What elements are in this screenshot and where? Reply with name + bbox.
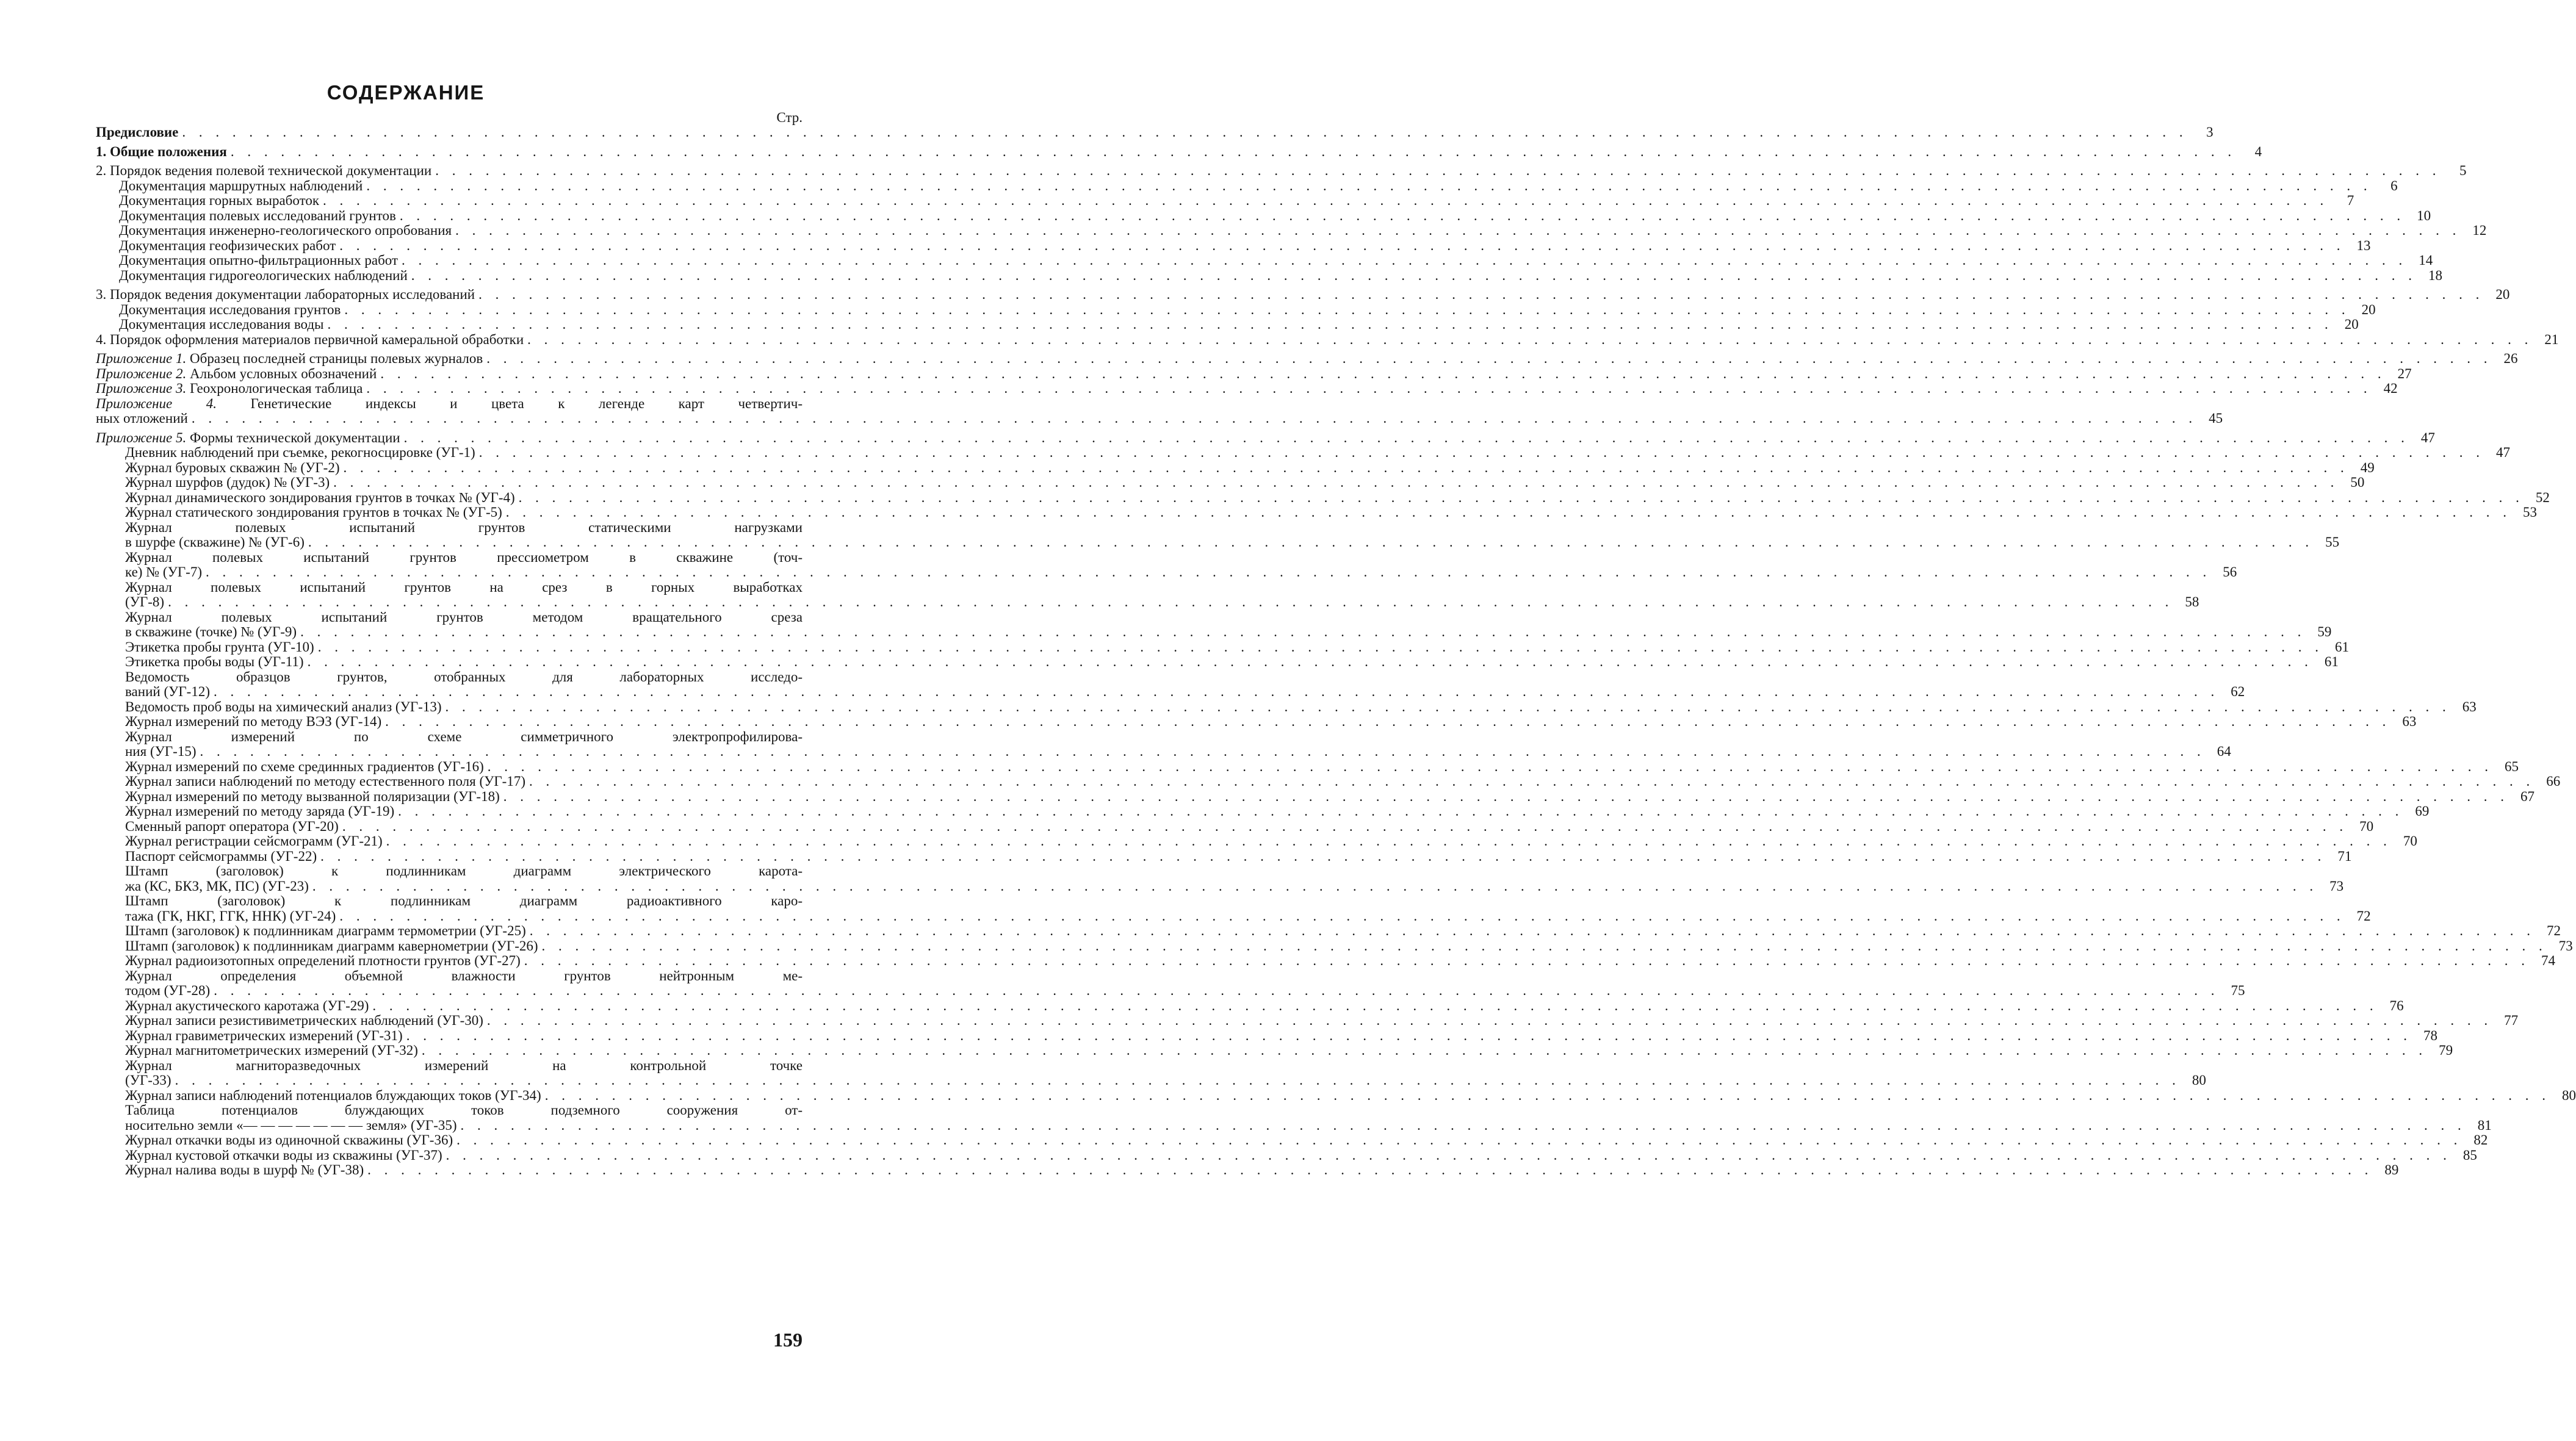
toc-entry-text: Журнал магнитометрических измерений (УГ-32) (125, 1043, 418, 1058)
toc-entry-text: Таблица потенциалов блуждающих токов подземного сооружения от- (125, 1102, 803, 1118)
dot-leader: . . . . . . . . . . . . . . . . . . . . . . . . . . . . . . . . . . . . . . . . . . . . . . . . . . . . . . . . . . . . . . . . . . . . . . . . . . . . . . . . . . . . . . . . . . . . . . . . . . . . . . . . . . . . . . . . . . . . . . . . (372, 997, 2378, 1013)
toc-page-number: 73 (2329, 878, 2344, 894)
toc-entry-text: Журнал магниторазведочных измерений на контрольной точке (125, 1057, 803, 1073)
toc-entry-continuation (96, 534, 2340, 550)
toc-entry (96, 1087, 2576, 1104)
dot-leader: . . . . . . . . . . . . . . . . . . . . . . . . . . . . . . . . . . . . . . . . . . . . . . . . . . . . . . . . . . . . . . . . . . . . . . . . . . . . . . . . . . . . . . . . . . . . . . . . . . . . . . . . . . . . . . . . . . . . . . . . (486, 1013, 2493, 1028)
toc-entry (96, 833, 2417, 849)
toc-entry (96, 505, 2538, 520)
toc-entry-text: Документация исследования воды (119, 317, 324, 332)
page-column-label: Стр. (776, 110, 803, 125)
toc-page-number: 6 (2390, 178, 2398, 193)
toc-page-number: 4 (2254, 143, 2262, 159)
toc-entry (96, 894, 803, 909)
toc-entry (96, 267, 2443, 284)
toc-entry-continuation (96, 878, 2344, 894)
toc-entry-text: Ведомость проб воды на химический анализ (УГ-13) (125, 699, 442, 714)
toc-entry-text: Формы технической документации (190, 429, 400, 445)
dot-leader: . . . . . . . . . . . . . . . . . . . . . . . . . . . . . . . . . . . . . . . . . . . . . . . . . . . . . . . . . . . . . . . . . . . . . . . . . . . . . . . . . . . . . . . . . . . . . . . . . . . . . . . . . . . . . . . . . . . . . . . . (175, 1073, 2181, 1088)
dot-leader: . . . . . . . . . . . . . . . . . . . . . . . . . . . . . . . . . . . . . . . . . . . . . . . . . . . . . . . . . . . . . . . . . . . . . . . . . . . . . . . . . . . . . . . . . . . . . . . . . . . . . . . . . . . . . . . . . . . . . . . . (460, 1117, 2466, 1133)
dot-leader: . . . . . . . . . . . . . . . . . . . . . . . . . . . . . . . . . . . . . . . . . . . . . . . . . . . . . . . . . . . . . . . . . . . . . . . . . . . . . . . . . . . . . . . . . . . . . . . . . . . . . . . . . . . . . . . . . . . . . . . . (366, 381, 2372, 396)
toc-page-number: 47 (2495, 445, 2510, 460)
dot-leader: . . . . . . . . . . . . . . . . . . . . . . . . . . . . . . . . . . . . . . . . . . . . . . . . . . . . . . . . . . . . . . . . . . . . . . . . . . . . . . . . . . . . . . . . . . . . . . . . . . . . . . . . . . . . . . . . . . . . . . . . (339, 908, 2345, 924)
toc-entry (96, 714, 2417, 730)
appendix-label: Приложение 2. (96, 365, 187, 381)
toc-entry-text: 4. Порядок оформления материалов первичной камеральной обработки (96, 331, 524, 347)
dot-leader: . . . . . . . . . . . . . . . . . . . . . . . . . . . . . . . . . . . . . . . . . . . . . . . . . . . . . . . . . . . . . . . . . . . . . . . . . . . . . . . . . . . . . . . . . . . . . . . . . . . . . . . . . . . . . . . . . . . . . . . . (503, 788, 2509, 804)
toc-entry-text: Журнал определения объемной влажности грунтов нейтронным ме- (125, 968, 803, 983)
dot-leader: . . . . . . . . . . . . . . . . . . . . . . . . . . . . . . . . . . . . . . . . . . . . . . . . . . . . . . . . . . . . . . . . . . . . . . . . . . . . . . . . . . . . . . . . . . . . . . . . . . . . . . . . . . . . . . . . . . . . . . . . (446, 1147, 2452, 1163)
dot-leader: . . . . . . . . . . . . . . . . . . . . . . . . . . . . . . . . . . . . . . . . . . . . . . . . . . . . . . . . . . . . . . . . . . . . . . . . . . . . . . . . . . . . . . . . . . . . . . . . . . . . . . . . . . . . . . . . . . . . . . . . (398, 803, 2404, 819)
toc-entry (96, 730, 803, 745)
dot-leader: . . . . . . . . . . . . . . . . . . . . . . . . . . . . . . . . . . . . . . . . . . . . . . . . . . . . . . . . . . . . . . . . . . . . . . . . . . . . . . . . . . . . . . . . . . . . . . . . . . . . . . . . . . . . . . . . . . . . . . . . (529, 774, 2535, 789)
dot-leader: . . . . . . . . . . . . . . . . . . . . . . . . . . . . . . . . . . . . . . . . . . . . . . . . . . . . . . . . . . . . . . . . . . . . . . . . . . . . . . . . . . . . . . . . . . . . . . . . . . . . . . . . . . . . . . . . . . . . . . . . (308, 534, 2314, 550)
dot-leader: . . . . . . . . . . . . . . . . . . . . . . . . . . . . . . . . . . . . . . . . . . . . . . . . . . . . . . . . . . . . . . . . . . . . . . . . . . . . . . . . . . . . . . . . . . . . . . . . . . . . . . . . . . . . . . . . . . . . . . . . (339, 237, 2345, 253)
toc-page-number: 64 (2217, 744, 2231, 759)
toc-page-number: 26 (2503, 351, 2518, 366)
toc-page-number: 82 (2473, 1132, 2488, 1148)
toc-entry-continuation (96, 564, 2237, 580)
dot-leader: . . . . . . . . . . . . . . . . . . . . . . . . . . . . . . . . . . . . . . . . . . . . . . . . . . . . . . . . . . . . . . . . . . . . . . . . . . . . . . . . . . . . . . . . . . . . . . . . . . . . . . . . . . . . . . . . . . . . . . . . (214, 983, 2220, 998)
toc-entry-text: Штамп (заголовок) к подлинникам диаграмм кавернометрии (УГ-26) (125, 938, 538, 954)
dot-leader: . . . . . . . . . . . . . . . . . . . . . . . . . . . . . . . . . . . . . . . . . . . . . . . . . . . . . . . . . . . . . . . . . . . . . . . . . . . . . . . . . . . . . . . . . . . . . . . . . . . . . . . . . . . . . . . . . . . . . . . . (380, 365, 2386, 381)
toc-entry (96, 788, 2535, 805)
toc-entry (96, 253, 2433, 268)
toc-entry-text: Журнал динамического зондирования грунтов в точках № (УГ-4) (125, 489, 515, 505)
toc-entry-text: Документация гидрогеологических наблюдений (119, 267, 408, 283)
toc-entry-text: Документация инженерно-геологического опробования (119, 223, 452, 238)
toc-page-number: 74 (2541, 953, 2556, 968)
toc-entry (96, 580, 803, 595)
toc-page-number: 73 (2558, 938, 2573, 954)
toc-entry-text: ных отложений (96, 411, 188, 426)
dot-leader: . . . . . . . . . . . . . . . . . . . . . . . . . . . . . . . . . . . . . . . . . . . . . . . . . . . . . . . . . . . . . . . . . . . . . . . . . . . . . . . . . . . . . . . . . . . . . . . . . . . . . . . . . . . . . . . . . . . . . . . . (435, 163, 2441, 178)
toc-entry (96, 143, 2262, 160)
toc-page-number: 58 (2185, 594, 2199, 609)
toc-page-number: 10 (2417, 207, 2431, 223)
toc-entry-text: Журнал радиоизотопных определений плотности грунтов (УГ-27) (125, 953, 521, 968)
toc-entry (96, 317, 2359, 332)
toc-entry (96, 818, 2374, 835)
toc-entry-continuation (96, 624, 2332, 640)
toc-entry (96, 381, 2398, 397)
toc-entry-text: Геохронологическая таблица (190, 381, 363, 396)
toc-entry (96, 699, 2477, 715)
dot-leader: . . . . . . . . . . . . . . . . . . . . . . . . . . . . . . . . . . . . . . . . . . . . . . . . . . . . . . . . . . . . . . . . . . . . . . . . . . . . . . . . . . . . . . . . . . . . . . . . . . . . . . . . . . . . . . . . . . . . . . . . (182, 124, 2188, 140)
toc-page-number: 80 (2192, 1073, 2206, 1088)
toc-entry (96, 1058, 803, 1074)
dot-leader: . . . . . . . . . . . . . . . . . . . . . . . . . . . . . . . . . . . . . . . . . . . . . . . . . . . . . . . . . . . . . . . . . . . . . . . . . . . . . . . . . . . . . . . . . . . . . . . . . . . . . . . . . . . . . . . . . . . . . . . . (312, 878, 2318, 894)
toc-entry-text: Журнал акустического каротажа (УГ-29) (125, 997, 369, 1013)
toc-entry (96, 1027, 2437, 1044)
toc-entry (96, 639, 2349, 655)
toc-entry-text: Журнал измерений по схеме симметричного электропрофилирова- (125, 728, 803, 744)
toc-entry-text: тодом (УГ-28) (125, 983, 211, 998)
toc-entry-text: Документация исследования грунтов (119, 301, 341, 317)
dot-leader: . . . . . . . . . . . . . . . . . . . . . . . . . . . . . . . . . . . . . . . . . . . . . . . . . . . . . . . . . . . . . . . . . . . . . . . . . . . . . . . . . . . . . . . . . . . . . . . . . . . . . . . . . . . . . . . . . . . . . . . . (529, 923, 2535, 938)
toc-entry (96, 489, 2550, 506)
toc-entry-text: Журнал измерений по методу заряда (УГ-19) (125, 803, 395, 819)
toc-entry-text: Штамп (заголовок) к подлинникам диаграмм электрического карота- (125, 863, 803, 879)
toc-entry (96, 848, 2352, 864)
toc-entry (96, 351, 2518, 367)
toc-page-number: 85 (2462, 1147, 2477, 1163)
dot-leader: . . . . . . . . . . . . . . . . . . . . . . . . . . . . . . . . . . . . . . . . . . . . . . . . . . . . . . . . . . . . . . . . . . . . . . . . . . . . . . . . . . . . . . . . . . . . . . . . . . . . . . . . . . . . . . . . . . . . . . . . (411, 267, 2417, 283)
toc-page-number: 20 (2361, 301, 2376, 317)
toc-entry (96, 365, 2412, 382)
toc-entry (96, 223, 2487, 239)
toc-entry-text: (УГ-8) (125, 594, 165, 609)
toc-entry-continuation (96, 908, 2371, 924)
toc-entry (96, 1043, 2453, 1058)
toc-entry-text: Альбом условных обозначений (190, 365, 377, 381)
toc-page-number: 56 (2223, 564, 2237, 580)
toc-entry-text: Штамп (заголовок) к подлинникам диаграмм термометрии (УГ-25) (125, 923, 526, 938)
toc-entry-text: Ведомость образцов грунтов, отобранных для лабораторных исследо- (125, 669, 803, 685)
toc-entry-text: 2. Порядок ведения полевой технической документации (96, 163, 432, 178)
toc-page-number: 78 (2423, 1027, 2437, 1043)
dot-leader: . . . . . . . . . . . . . . . . . . . . . . . . . . . . . . . . . . . . . . . . . . . . . . . . . . . . . . . . . . . . . . . . . . . . . . . . . . . . . . . . . . . . . . . . . . . . . . . . . . . . . . . . . . . . . . . . . . . . . . . . (307, 654, 2313, 669)
toc-page-number: 77 (2504, 1013, 2519, 1028)
dot-leader: . . . . . . . . . . . . . . . . . . . . . . . . . . . . . . . . . . . . . . . . . . . . . . . . . . . . . . . . . . . . . . . . . . . . . . . . . . . . . . . . . . . . . . . . . . . . . . . . . . . . . . . . . . . . . . . . . . . . . . . . (527, 331, 2533, 347)
toc-entry-continuation (96, 684, 2245, 700)
toc-entry (96, 938, 2573, 954)
toc-entry-text: Документация геофизических работ (119, 237, 336, 253)
dot-leader: . . . . . . . . . . . . . . . . . . . . . . . . . . . . . . . . . . . . . . . . . . . . . . . . . . . . . . . . . . . . . . . . . . . . . . . . . . . . . . . . . . . . . . . . . . . . . . . . . . . . . . . . . . . . . . . . . . . . . . . . (455, 223, 2461, 238)
dot-leader: . . . . . . . . . . . . . . . . . . . . . . . . . . . . . . . . . . . . . . . . . . . . . . . . . . . . . . . . . . . . . . . . . . . . . . . . . . . . . . . . . . . . . . . . . . . . . . . . . . . . . . . . . . . . . . . . . . . . . . . . (366, 178, 2372, 193)
toc-entry (96, 803, 2430, 819)
toc-entry-text: Журнал записи наблюдений по методу естественного поля (УГ-17) (125, 774, 526, 789)
dot-leader: . . . . . . . . . . . . . . . . . . . . . . . . . . . . . . . . . . . . . . . . . . . . . . . . . . . . . . . . . . . . . . . . . . . . . . . . . . . . . . . . . . . . . . . . . . . . . . . . . . . . . . . . . . . . . . . . . . . . . . . . (478, 287, 2484, 302)
toc-page-number: 89 (2384, 1162, 2399, 1177)
toc-entry (96, 1147, 2477, 1163)
dot-leader: . . . . . . . . . . . . . . . . . . . . . . . . . . . . . . . . . . . . . . . . . . . . . . . . . . . . . . . . . . . . . . . . . . . . . . . . . . . . . . . . . . . . . . . . . . . . . . . . . . . . . . . . . . . . . . . . . . . . . . . . (478, 445, 2484, 460)
toc-entry (96, 1103, 803, 1118)
toc-page-number: 75 (2231, 983, 2245, 998)
toc-page-number: 70 (2359, 818, 2374, 834)
dot-leader: . . . . . . . . . . . . . . . . . . . . . . . . . . . . . . . . . . . . . . . . . . . . . . . . . . . . . . . . . . . . . . . . . . . . . . . . . . . . . . . . . . . . . . . . . . . . . . . . . . . . . . . . . . . . . . . . . . . . . . . . (541, 938, 2547, 954)
toc-entry-continuation (96, 1073, 2206, 1088)
toc-entry-text: Предисловие (96, 124, 179, 140)
dot-leader: . . . . . . . . . . . . . . . . . . . . . . . . . . . . . . . . . . . . . . . . . . . . . . . . . . . . . . . . . . . . . . . . . . . . . . . . . . . . . . . . . . . . . . . . . . . . . . . . . . . . . . . . . . . . . . . . . . . . . . . . (327, 317, 2333, 332)
dot-leader: . . . . . . . . . . . . . . . . . . . . . . . . . . . . . . . . . . . . . . . . . . . . . . . . . . . . . . . . . . . . . . . . . . . . . . . . . . . . . . . . . . . . . . . . . . . . . . . . . . . . . . . . . . . . . . . . . . . . . . . . (230, 143, 2237, 159)
toc-entry-text: Паспорт сейсмограммы (УГ-22) (125, 848, 317, 864)
toc-entry (96, 429, 2435, 446)
page-title: СОДЕРЖАНИЕ (327, 81, 485, 104)
toc-entry (96, 923, 2561, 939)
toc-entry-text: Журнал записи наблюдений потенциалов блуждающих токов (УГ-34) (125, 1087, 541, 1103)
toc-page-number: 72 (2546, 923, 2561, 938)
toc-entry-text: ния (УГ-15) (125, 744, 197, 759)
toc-entry-text: Журнал регистрации сейсмограмм (УГ-21) (125, 833, 383, 849)
dot-leader: . . . . . . . . . . . . . . . . . . . . . . . . . . . . . . . . . . . . . . . . . . . . . . . . . . . . . . . . . . . . . . . . . . . . . . . . . . . . . . . . . . . . . . . . . . . . . . . . . . . . . . . . . . . . . . . . . . . . . . . . (333, 475, 2339, 490)
toc-entry (96, 193, 2354, 209)
dot-leader: . . . . . . . . . . . . . . . . . . . . . . . . . . . . . . . . . . . . . . . . . . . . . . . . . . . . . . . . . . . . . . . . . . . . . . . . . . . . . . . . . . . . . . . . . . . . . . . . . . . . . . . . . . . . . . . . . . . . . . . . (342, 818, 2348, 834)
toc-entry-text: Этикетка пробы воды (УГ-11) (125, 654, 304, 669)
toc-entry (96, 953, 2556, 969)
toc-page-number: 62 (2231, 684, 2245, 699)
dot-leader: . . . . . . . . . . . . . . . . . . . . . . . . . . . . . . . . . . . . . . . . . . . . . . . . . . . . . . . . . . . . . . . . . . . . . . . . . . . . . . . . . . . . . . . . . . . . . . . . . . . . . . . . . . . . . . . . . . . . . . . . (505, 505, 2512, 520)
dot-leader: . . . . . . . . . . . . . . . . . . . . . . . . . . . . . . . . . . . . . . . . . . . . . . . . . . . . . . . . . . . . . . . . . . . . . . . . . . . . . . . . . . . . . . . . . . . . . . . . . . . . . . . . . . . . . . . . . . . . . . . . (214, 684, 2220, 699)
appendix-label: Приложение 4. (96, 395, 217, 411)
toc-page-number: 63 (2402, 714, 2417, 729)
toc-entry (96, 459, 2375, 476)
toc-page-number: 63 (2462, 699, 2477, 714)
toc-entry-text: ке) № (УГ-7) (125, 564, 202, 580)
toc-page-number: 27 (2397, 365, 2412, 381)
dot-leader: . . . . . . . . . . . . . . . . . . . . . . . . . . . . . . . . . . . . . . . . . . . . . . . . . . . . . . . . . . . . . . . . . . . . . . . . . . . . . . . . . . . . . . . . . . . . . . . . . . . . . . . . . . . . . . . . . . . . . . . . (205, 564, 2212, 580)
toc-entry-text: Журнал полевых испытаний грунтов статическими нагрузками (125, 519, 803, 535)
toc-entry-text: Документация опытно-фильтрационных работ (119, 253, 399, 268)
toc-entry (96, 301, 2376, 318)
toc-page-number: 76 (2389, 997, 2404, 1013)
toc-page-number: 7 (2347, 193, 2354, 208)
toc-page-number: 79 (2439, 1043, 2453, 1058)
dot-leader: . . . . . . . . . . . . . . . . . . . . . . . . . . . . . . . . . . . . . . . . . . . . . . . . . . . . . . . . . . . . . . . . . . . . . . . . . . . . . . . . . . . . . . . . . . . . . . . . . . . . . . . . . . . . . . . . . . . . . . . . (200, 744, 2206, 759)
toc-page-number: 47 (2420, 429, 2435, 445)
toc-entry-text: Журнал полевых испытаний грунтов методом вращательного среза (125, 609, 803, 625)
dot-leader: . . . . . . . . . . . . . . . . . . . . . . . . . . . . . . . . . . . . . . . . . . . . . . . . . . . . . . . . . . . . . . . . . . . . . . . . . . . . . . . . . . . . . . . . . . . . . . . . . . . . . . . . . . . . . . . . . . . . . . . . (320, 848, 2326, 864)
toc-entry (96, 774, 2561, 789)
dot-leader: . . . . . . . . . . . . . . . . . . . . . . . . . . . . . . . . . . . . . . . . . . . . . . . . . . . . . . . . . . . . . . . . . . . . . . . . . . . . . . . . . . . . . . . . . . . . . . . . . . . . . . . . . . . . . . . . . . . . . . . . (518, 489, 2524, 505)
toc-page-number: 80 (2561, 1087, 2576, 1103)
toc-page-number: 42 (2383, 381, 2398, 396)
toc-entry-continuation (96, 411, 2223, 426)
toc-page-number: 59 (2317, 624, 2332, 639)
dot-leader: . . . . . . . . . . . . . . . . . . . . . . . . . . . . . . . . . . . . . . . . . . . . . . . . . . . . . . . . . . . . . . . . . . . . . . . . . . . . . . . . . . . . . . . . . . . . . . . . . . . . . . . . . . . . . . . . . . . . . . . . (399, 207, 2406, 223)
table-of-contents (96, 124, 2576, 1178)
dot-leader: . . . . . . . . . . . . . . . . . . . . . . . . . . . . . . . . . . . . . . . . . . . . . . . . . . . . . . . . . . . . . . . . . . . . . . . . . . . . . . . . . . . . . . . . . . . . . . . . . . . . . . . . . . . . . . . . . . . . . . . . (386, 833, 2392, 849)
dot-leader: . . . . . . . . . . . . . . . . . . . . . . . . . . . . . . . . . . . . . . . . . . . . . . . . . . . . . . . . . . . . . . . . . . . . . . . . . . . . . . . . . . . . . . . . . . . . . . . . . . . . . . . . . . . . . . . . . . . . . . . . (486, 351, 2492, 366)
toc-entry-text: Журнал измерений по методу вызванной поляризации (УГ-18) (125, 788, 500, 804)
toc-entry (96, 1162, 2399, 1178)
toc-page-number: 55 (2325, 534, 2340, 550)
toc-entry (96, 520, 803, 536)
toc-entry (96, 758, 2519, 775)
toc-entry (96, 331, 2559, 348)
toc-entry (96, 445, 2510, 461)
toc-entry (96, 1132, 2488, 1148)
toc-entry-text: Генетические индексы и цвета к легенде карт четвертич- (250, 395, 803, 411)
toc-page-number: 20 (2495, 287, 2510, 302)
dot-leader: . . . . . . . . . . . . . . . . . . . . . . . . . . . . . . . . . . . . . . . . . . . . . . . . . . . . . . . . . . . . . . . . . . . . . . . . . . . . . . . . . . . . . . . . . . . . . . . . . . . . . . . . . . . . . . . . . . . . . . . . (317, 639, 2323, 655)
toc-entry (96, 997, 2404, 1014)
toc-page-number: 13 (2356, 237, 2371, 253)
toc-entry-text: Образец последней страницы полевых журналов (190, 351, 483, 366)
appendix-label: Приложение 1. (96, 351, 187, 366)
toc-entry (96, 237, 2371, 254)
toc-page-number: 14 (2419, 253, 2433, 268)
toc-page-number: 12 (2472, 223, 2487, 238)
toc-entry-text: Журнал полевых испытаний грунтов прессиометром в скважине (точ- (125, 549, 803, 565)
dot-leader: . . . . . . . . . . . . . . . . . . . . . . . . . . . . . . . . . . . . . . . . . . . . . . . . . . . . . . . . . . . . . . . . . . . . . . . . . . . . . . . . . . . . . . . . . . . . . . . . . . . . . . . . . . . . . . . . . . . . . . . . (300, 624, 2306, 639)
toc-entry-text: тажа (ГК, НКГ, ГГК, ННК) (УГ-24) (125, 908, 336, 924)
toc-entry (96, 864, 803, 879)
dot-leader: . . . . . . . . . . . . . . . . . . . . . . . . . . . . . . . . . . . . . . . . . . . . . . . . . . . . . . . . . . . . . . . . . . . . . . . . . . . . . . . . . . . . . . . . . . . . . . . . . . . . . . . . . . . . . . . . . . . . . . . . (323, 193, 2329, 208)
dot-leader: . . . . . . . . . . . . . . . . . . . . . . . . . . . . . . . . . . . . . . . . . . . . . . . . . . . . . . . . . . . . . . . . . . . . . . . . . . . . . . . . . . . . . . . . . . . . . . . . . . . . . . . . . . . . . . . . . . . . . . . . (445, 699, 2451, 714)
dot-leader: . . . . . . . . . . . . . . . . . . . . . . . . . . . . . . . . . . . . . . . . . . . . . . . . . . . . . . . . . . . . . . . . . . . . . . . . . . . . . . . . . . . . . . . . . . . . . . . . . . . . . . . . . . . . . . . . . . . . . . . . (456, 1132, 2462, 1148)
toc-entry-text: Журнал шурфов (дудок) № (УГ-3) (125, 475, 330, 490)
toc-entry-text: Журнал откачки воды из одиночной скважины (УГ-36) (125, 1132, 453, 1148)
toc-entry-text: в скважине (точке) № (УГ-9) (125, 624, 297, 639)
toc-page-number: 52 (2535, 489, 2550, 505)
dot-leader: . . . . . . . . . . . . . . . . . . . . . . . . . . . . . . . . . . . . . . . . . . . . . . . . . . . . . . . . . . . . . . . . . . . . . . . . . . . . . . . . . . . . . . . . . . . . . . . . . . . . . . . . . . . . . . . . . . . . . . . . (524, 953, 2530, 968)
toc-page-number: 20 (2344, 317, 2359, 332)
appendix-label: Приложение 5. (96, 429, 187, 445)
toc-entry-text: ваний (УГ-12) (125, 684, 210, 699)
toc-entry (96, 124, 2213, 140)
toc-page-number: 21 (2544, 331, 2559, 347)
dot-leader: . . . . . . . . . . . . . . . . . . . . . . . . . . . . . . . . . . . . . . . . . . . . . . . . . . . . . . . . . . . . . . . . . . . . . . . . . . . . . . . . . . . . . . . . . . . . . . . . . . . . . . . . . . . . . . . . . . . . . . . . (421, 1043, 2428, 1058)
toc-entry-text: Журнал измерений по схеме срединных градиентов (УГ-16) (125, 758, 484, 774)
toc-entry-continuation (96, 594, 2199, 610)
toc-entry-text: 1. Общие положения (96, 143, 227, 159)
toc-page-number: 50 (2350, 475, 2365, 490)
dot-leader: . . . . . . . . . . . . . . . . . . . . . . . . . . . . . . . . . . . . . . . . . . . . . . . . . . . . . . . . . . . . . . . . . . . . . . . . . . . . . . . . . . . . . . . . . . . . . . . . . . . . . . . . . . . . . . . . . . . . . . . . (168, 594, 2174, 609)
dot-leader: . . . . . . . . . . . . . . . . . . . . . . . . . . . . . . . . . . . . . . . . . . . . . . . . . . . . . . . . . . . . . . . . . . . . . . . . . . . . . . . . . . . . . . . . . . . . . . . . . . . . . . . . . . . . . . . . . . . . . . . . (544, 1087, 2550, 1103)
toc-page-number: 70 (2403, 833, 2417, 849)
toc-page-number: 66 (2546, 774, 2561, 789)
toc-entry-continuation (96, 744, 2231, 760)
toc-entry-text: 3. Порядок ведения документации лабораторных исследований (96, 287, 475, 302)
toc-page-number: 3 (2206, 124, 2213, 140)
toc-entry-text: Документация маршрутных наблюдений (119, 178, 363, 193)
toc-entry (96, 550, 803, 566)
toc-entry-text: Журнал измерений по методу ВЭЗ (УГ-14) (125, 714, 382, 729)
toc-page-number: 71 (2337, 848, 2352, 864)
toc-entry-text: в шурфе (скважине) № (УГ-6) (125, 534, 305, 550)
toc-page-number: 45 (2209, 411, 2223, 426)
toc-page-number: 18 (2428, 267, 2443, 283)
dot-leader: . . . . . . . . . . . . . . . . . . . . . . . . . . . . . . . . . . . . . . . . . . . . . . . . . . . . . . . . . . . . . . . . . . . . . . . . . . . . . . . . . . . . . . . . . . . . . . . . . . . . . . . . . . . . . . . . . . . . . . . . (406, 1027, 2412, 1043)
dot-leader: . . . . . . . . . . . . . . . . . . . . . . . . . . . . . . . . . . . . . . . . . . . . . . . . . . . . . . . . . . . . . . . . . . . . . . . . . . . . . . . . . . . . . . . . . . . . . . . . . . . . . . . . . . . . . . . . . . . . . . . . (385, 714, 2391, 729)
toc-entry (96, 163, 2467, 179)
toc-entry-continuation (96, 1117, 2492, 1134)
toc-entry-text: Сменный рапорт оператора (УГ-20) (125, 818, 339, 834)
page-number: 159 (773, 1329, 803, 1351)
toc-entry (96, 207, 2431, 224)
toc-page-number: 69 (2415, 803, 2430, 819)
toc-entry-text: Журнал налива воды в шурф № (УГ-38) (125, 1162, 364, 1177)
toc-entry-text: Этикетка пробы грунта (УГ-10) (125, 639, 314, 655)
dot-leader: . . . . . . . . . . . . . . . . . . . . . . . . . . . . . . . . . . . . . . . . . . . . . . . . . . . . . . . . . . . . . . . . . . . . . . . . . . . . . . . . . . . . . . . . . . . . . . . . . . . . . . . . . . . . . . . . . . . . . . . . (402, 253, 2408, 268)
toc-page-number: 5 (2459, 163, 2467, 178)
toc-entry (96, 1013, 2519, 1029)
dot-leader: . . . . . . . . . . . . . . . . . . . . . . . . . . . . . . . . . . . . . . . . . . . . . . . . . . . . . . . . . . . . . . . . . . . . . . . . . . . . . . . . . . . . . . . . . . . . . . . . . . . . . . . . . . . . . . . . . . . . . . . . (403, 429, 2409, 445)
toc-entry-text: Документация горных выработок (119, 193, 320, 208)
toc-page-number: 53 (2523, 505, 2538, 520)
toc-entry (96, 969, 803, 984)
toc-entry-text: жа (КС, БКЗ, МК, ПС) (УГ-23) (125, 878, 309, 894)
dot-leader: . . . . . . . . . . . . . . . . . . . . . . . . . . . . . . . . . . . . . . . . . . . . . . . . . . . . . . . . . . . . . . . . . . . . . . . . . . . . . . . . . . . . . . . . . . . . . . . . . . . . . . . . . . . . . . . . . . . . . . . . (343, 459, 2349, 475)
toc-page-number: 65 (2505, 758, 2519, 774)
dot-leader: . . . . . . . . . . . . . . . . . . . . . . . . . . . . . . . . . . . . . . . . . . . . . . . . . . . . . . . . . . . . . . . . . . . . . . . . . . . . . . . . . . . . . . . . . . . . . . . . . . . . . . . . . . . . . . . . . . . . . . . . (191, 411, 2198, 426)
toc-page-number: 81 (2477, 1117, 2492, 1133)
toc-entry-continuation (96, 983, 2245, 999)
dot-leader: . . . . . . . . . . . . . . . . . . . . . . . . . . . . . . . . . . . . . . . . . . . . . . . . . . . . . . . . . . . . . . . . . . . . . . . . . . . . . . . . . . . . . . . . . . . . . . . . . . . . . . . . . . . . . . . . . . . . . . . . (367, 1162, 2373, 1177)
toc-entry-text: Журнал буровых скважин № (УГ-2) (125, 459, 340, 475)
toc-entry (96, 654, 2339, 670)
toc-entry (96, 610, 803, 625)
toc-entry (96, 475, 2365, 491)
dot-leader: . . . . . . . . . . . . . . . . . . . . . . . . . . . . . . . . . . . . . . . . . . . . . . . . . . . . . . . . . . . . . . . . . . . . . . . . . . . . . . . . . . . . . . . . . . . . . . . . . . . . . . . . . . . . . . . . . . . . . . . . (487, 758, 2494, 774)
toc-entry-text: (УГ-33) (125, 1073, 171, 1088)
toc-entry (96, 670, 803, 685)
toc-entry (96, 397, 803, 412)
appendix-label: Приложение 3. (96, 381, 187, 396)
dot-leader: . . . . . . . . . . . . . . . . . . . . . . . . . . . . . . . . . . . . . . . . . . . . . . . . . . . . . . . . . . . . . . . . . . . . . . . . . . . . . . . . . . . . . . . . . . . . . . . . . . . . . . . . . . . . . . . . . . . . . . . . (344, 301, 2350, 317)
toc-entry-text: Дневник наблюдений при съемке, рекогносцировке (УГ-1) (125, 445, 475, 460)
toc-entry-text: Журнал кустовой откачки воды из скважины (УГ-37) (125, 1147, 442, 1163)
toc-page-number: 67 (2520, 788, 2535, 804)
toc-entry-text: Журнал записи резистивиметрических наблюдений (УГ-30) (125, 1013, 483, 1028)
toc-entry (96, 178, 2398, 194)
toc-entry-text: носительно земли «— — — — — — — земля» (УГ-35) (125, 1117, 457, 1133)
toc-page-number: 72 (2356, 908, 2371, 924)
toc-entry-text: Журнал гравиметрических измерений (УГ-31) (125, 1027, 403, 1043)
toc-page-number: 61 (2334, 639, 2349, 655)
toc-entry-text: Журнал полевых испытаний грунтов на срез в горных выработках (125, 579, 803, 595)
toc-page-number: 61 (2324, 654, 2339, 669)
toc-page-number: 49 (2360, 459, 2375, 475)
toc-entry-text: Журнал статического зондирования грунтов в точках № (УГ-5) (125, 505, 502, 520)
toc-entry-text: Штамп (заголовок) к подлинникам диаграмм радиоактивного каро- (125, 893, 803, 908)
toc-entry-text: Документация полевых исследований грунтов (119, 207, 396, 223)
toc-entry (96, 287, 2510, 303)
